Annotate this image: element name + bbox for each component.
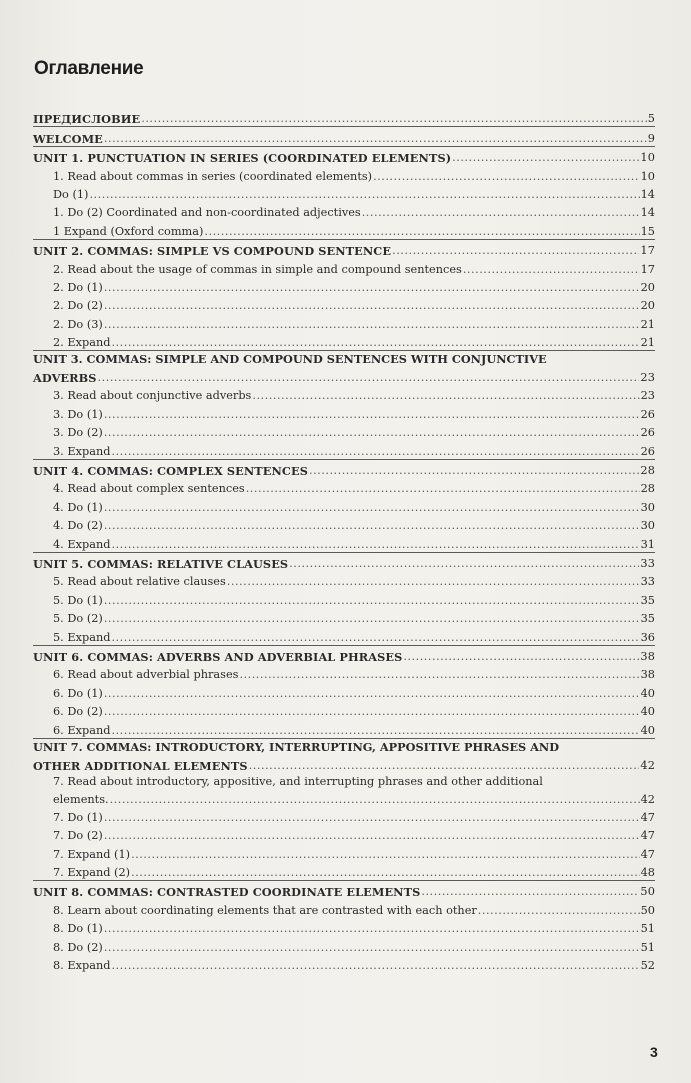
dot-leader xyxy=(89,188,639,202)
toc-entry-title: ПРЕДИСЛОВИЕ xyxy=(33,112,141,127)
toc-entry[interactable] xyxy=(33,403,655,421)
toc-entry-title: 2. Expand xyxy=(53,336,111,350)
toc-entry-title: 8. Learn about coordinating elements that are contrasted with each other xyxy=(53,903,477,917)
toc-page-number: 5 xyxy=(647,112,655,126)
toc-entry-title: 7. Expand (1) xyxy=(53,847,131,861)
toc-page-number: 48 xyxy=(640,866,655,880)
toc-entry[interactable] xyxy=(33,515,655,533)
toc-page-number: 28 xyxy=(640,482,655,496)
toc-entry-title: 2. Do (2) xyxy=(53,299,103,313)
toc-page-number: 30 xyxy=(640,500,655,514)
toc-entry-title: 5. Expand xyxy=(53,630,111,644)
dot-leader xyxy=(104,594,640,608)
dot-leader xyxy=(111,959,639,973)
toc-unit-entry[interactable] xyxy=(33,351,655,385)
toc-entry-title: 3. Expand xyxy=(53,444,111,458)
dot-leader xyxy=(104,408,640,422)
dot-leader xyxy=(131,848,640,862)
dot-leader xyxy=(104,426,640,440)
toc-entry[interactable] xyxy=(33,589,655,607)
toc-page-number: 21 xyxy=(640,317,655,331)
dot-leader xyxy=(289,557,639,571)
toc-page-number: 10 xyxy=(640,169,655,183)
toc-entry-title: 8. Do (2) xyxy=(53,940,103,954)
toc-unit-entry[interactable] xyxy=(33,147,655,165)
dot-leader xyxy=(111,538,639,552)
dot-leader xyxy=(227,575,640,589)
dot-leader xyxy=(104,318,640,332)
toc-page-number: 31 xyxy=(640,537,655,551)
toc-entry-title: UNIT 2. COMMAS: SIMPLE VS COMPOUND SENTENCE xyxy=(33,244,392,259)
toc-unit-entry[interactable] xyxy=(33,240,655,258)
toc-entry[interactable] xyxy=(33,571,655,589)
dot-leader xyxy=(131,866,640,880)
toc-entry-title: 4. Do (2) xyxy=(53,519,103,533)
toc-entry[interactable] xyxy=(33,843,655,861)
toc-entry-title: 4. Read about complex sentences xyxy=(53,482,245,496)
toc-page-number: 20 xyxy=(640,299,655,313)
toc-page-number: 47 xyxy=(640,829,655,843)
toc-entry-title: UNIT 3. COMMAS: SIMPLE AND COMPOUND SENTENCES WITH CONJUNCTIVE xyxy=(33,352,547,367)
page-number: 3 xyxy=(650,1044,658,1060)
toc-entry-continuation[interactable] xyxy=(33,756,655,773)
toc-page-number: 23 xyxy=(640,371,655,385)
dot-leader xyxy=(463,263,640,277)
toc-entry[interactable] xyxy=(33,184,655,202)
toc-page-number: 26 xyxy=(640,444,655,458)
toc-entry[interactable] xyxy=(33,807,655,825)
toc-page-number: 10 xyxy=(640,151,655,165)
page-title: Оглавление xyxy=(34,58,144,79)
toc-entry[interactable] xyxy=(33,918,655,936)
toc-entry[interactable] xyxy=(33,220,655,238)
toc-entry-title: 4. Do (1) xyxy=(53,500,103,514)
toc-entry-title: WELCOME xyxy=(33,131,103,146)
table-of-contents xyxy=(33,108,655,973)
dot-leader xyxy=(104,281,640,295)
toc-unit-entry[interactable] xyxy=(33,553,655,571)
toc-entry-title: Do (1) xyxy=(53,187,89,201)
toc-entry-title: 6. Do (1) xyxy=(53,686,103,700)
dot-leader xyxy=(111,336,639,350)
dot-leader xyxy=(104,612,640,626)
dot-leader xyxy=(104,941,640,955)
toc-entry[interactable] xyxy=(33,385,655,403)
toc-entry-title: 2. Do (1) xyxy=(53,280,103,294)
toc-entry[interactable] xyxy=(33,533,655,551)
toc-page-number: 14 xyxy=(640,187,655,201)
toc-page-number: 23 xyxy=(640,389,655,403)
toc-entry[interactable] xyxy=(33,862,655,880)
toc-entry-title: 8. Expand xyxy=(53,959,111,973)
toc-page-number: 17 xyxy=(640,244,655,258)
toc-entry[interactable] xyxy=(33,608,655,626)
toc-entry-title: 7. Read about introductory, appositive, and interrupting phrases and other additional xyxy=(53,774,543,788)
toc-entry[interactable] xyxy=(33,682,655,700)
dot-leader xyxy=(478,904,640,918)
dot-leader xyxy=(110,793,640,807)
toc-entry-title: 6. Expand xyxy=(53,723,111,737)
toc-page-number: 51 xyxy=(640,922,655,936)
toc-page-number: 38 xyxy=(640,649,655,663)
toc-entry[interactable] xyxy=(33,478,655,496)
toc-entry[interactable] xyxy=(33,277,655,295)
toc-page-number: 15 xyxy=(640,224,655,238)
dot-leader xyxy=(246,482,640,496)
toc-entry-title: UNIT 5. COMMAS: RELATIVE CLAUSES xyxy=(33,556,289,571)
toc-page-number: 50 xyxy=(640,885,655,899)
toc-entry-title: 4. Expand xyxy=(53,537,111,551)
toc-page-number: 28 xyxy=(640,464,655,478)
toc-entry[interactable] xyxy=(33,165,655,183)
dot-leader xyxy=(104,922,640,936)
toc-page-number: 35 xyxy=(640,593,655,607)
toc-page-number: 33 xyxy=(640,575,655,589)
toc-entry[interactable] xyxy=(33,313,655,331)
toc-page-number: 47 xyxy=(640,847,655,861)
toc-page-number: 40 xyxy=(640,705,655,719)
dot-leader xyxy=(104,811,640,825)
toc-page-number: 17 xyxy=(640,262,655,276)
dot-leader xyxy=(104,829,640,843)
toc-unit-entry[interactable] xyxy=(33,881,655,899)
toc-page-number: 40 xyxy=(640,686,655,700)
dot-leader xyxy=(111,724,639,738)
toc-entry[interactable] xyxy=(33,955,655,973)
toc-entry-title: 3. Read about conjunctive adverbs xyxy=(53,389,252,403)
dot-leader xyxy=(104,299,640,313)
dot-leader xyxy=(98,371,640,385)
toc-page-number: 40 xyxy=(640,723,655,737)
toc-page-number: 21 xyxy=(640,336,655,350)
toc-entry-title: 7. Do (1) xyxy=(53,810,103,824)
toc-entry-title: 7. Do (2) xyxy=(53,829,103,843)
dot-leader xyxy=(452,151,639,165)
dot-leader xyxy=(141,112,646,126)
toc-entry-title: 6. Read about adverbial phrases xyxy=(53,668,239,682)
dot-leader xyxy=(403,650,639,664)
toc-entry-title: 2. Read about the usage of commas in simple and compound sentences xyxy=(53,262,462,276)
toc-entry-title: 5. Read about relative clauses xyxy=(53,575,226,589)
dot-leader xyxy=(239,668,639,682)
toc-entry-title: 2. Do (3) xyxy=(53,317,103,331)
toc-entry-title: UNIT 4. COMMAS: COMPLEX SENTENCES xyxy=(33,464,308,479)
dot-leader xyxy=(104,501,640,515)
toc-page-number: 52 xyxy=(640,959,655,973)
dot-leader xyxy=(252,389,639,403)
dot-leader xyxy=(104,705,640,719)
toc-entry-title: ADVERBS xyxy=(33,371,97,386)
toc-entry-title: 1. Read about commas in series (coordinated elements) xyxy=(53,169,373,183)
toc-entry[interactable] xyxy=(33,295,655,313)
dot-leader xyxy=(104,519,640,533)
toc-page-number: 38 xyxy=(640,668,655,682)
toc-entry-title: 1 Expand (Oxford comma) xyxy=(53,224,204,238)
toc-page-number: 14 xyxy=(640,206,655,220)
toc-entry-title: UNIT 7. COMMAS: INTRODUCTORY, INTERRUPTING, APPOSITIVE PHRASES AND xyxy=(33,739,560,754)
toc-entry-title: OTHER ADDITIONAL ELEMENTS xyxy=(33,758,248,773)
dot-leader xyxy=(362,206,640,220)
toc-page-number: 51 xyxy=(640,940,655,954)
toc-entry-title: 1. Do (2) Coordinated and non-coordinated adjectives xyxy=(53,206,361,220)
toc-page-number: 9 xyxy=(647,131,655,145)
toc-entry-title: 5. Do (1) xyxy=(53,593,103,607)
toc-entry[interactable] xyxy=(33,664,655,682)
toc-unit-entry[interactable] xyxy=(33,460,655,478)
toc-page-number: 50 xyxy=(640,903,655,917)
toc-page-number: 47 xyxy=(640,810,655,824)
toc-page-number: 26 xyxy=(640,407,655,421)
toc-entry-title: UNIT 8. COMMAS: CONTRASTED COORDINATE ELEMENTS xyxy=(33,885,421,900)
toc-entry[interactable] xyxy=(33,202,655,220)
dot-leader xyxy=(111,445,639,459)
toc-entry[interactable] xyxy=(33,422,655,440)
toc-entry[interactable] xyxy=(33,332,655,350)
dot-leader xyxy=(309,464,639,478)
toc-page-number: 30 xyxy=(640,519,655,533)
dot-leader xyxy=(392,244,639,258)
toc-entry-title: elements. xyxy=(53,792,109,806)
toc-page-number: 26 xyxy=(640,426,655,440)
dot-leader xyxy=(249,759,640,773)
toc-entry-title: 7. Expand (2) xyxy=(53,866,131,880)
dot-leader xyxy=(111,631,639,645)
toc-entry-title: 3. Do (2) xyxy=(53,426,103,440)
toc-page-number: 42 xyxy=(640,758,655,772)
dot-leader xyxy=(421,885,639,899)
toc-entry-title: UNIT 6. COMMAS: ADVERBS AND ADVERBIAL PHRASES xyxy=(33,649,403,664)
toc-page-number: 20 xyxy=(640,280,655,294)
toc-page-number: 42 xyxy=(640,792,655,806)
toc-unit-entry[interactable] xyxy=(33,108,655,126)
dot-leader xyxy=(373,170,640,184)
toc-entry[interactable] xyxy=(33,496,655,514)
toc-unit-entry[interactable] xyxy=(33,127,655,145)
toc-entry[interactable] xyxy=(33,701,655,719)
toc-entry[interactable] xyxy=(33,440,655,458)
toc-page-number: 35 xyxy=(640,612,655,626)
toc-entry-title: 5. Do (2) xyxy=(53,612,103,626)
toc-entry-title: 8. Do (1) xyxy=(53,922,103,936)
toc-entry[interactable] xyxy=(33,825,655,843)
toc-entry[interactable] xyxy=(33,773,655,807)
dot-leader xyxy=(104,132,647,146)
toc-entry-title: UNIT 1. PUNCTUATION IN SERIES (COORDINATED ELEMENTS) xyxy=(33,151,452,166)
toc-entry[interactable] xyxy=(33,258,655,276)
toc-entry-continuation[interactable] xyxy=(33,790,655,807)
toc-entry[interactable] xyxy=(33,719,655,737)
toc-entry-title: 6. Do (2) xyxy=(53,705,103,719)
toc-page-number: 36 xyxy=(640,630,655,644)
toc-entry-title: 3. Do (1) xyxy=(53,407,103,421)
toc-entry[interactable] xyxy=(33,936,655,954)
toc-entry[interactable] xyxy=(33,899,655,917)
toc-page-number: 33 xyxy=(640,556,655,570)
toc-entry-continuation[interactable] xyxy=(33,368,655,385)
dot-leader xyxy=(104,687,640,701)
toc-unit-entry[interactable] xyxy=(33,646,655,664)
toc-entry[interactable] xyxy=(33,626,655,644)
toc-unit-entry[interactable] xyxy=(33,739,655,773)
dot-leader xyxy=(204,225,639,239)
